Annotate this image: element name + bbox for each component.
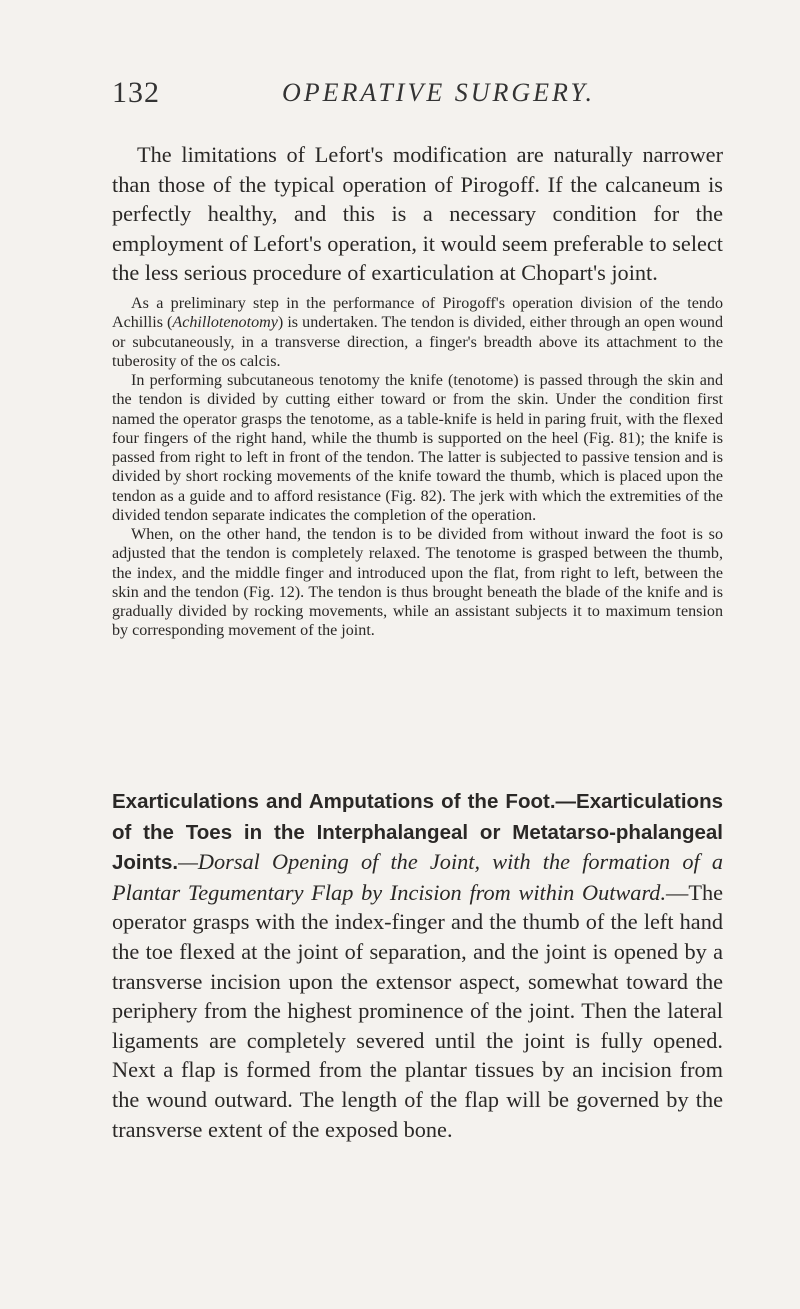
running-title: OPERATIVE SURGERY.: [282, 78, 596, 107]
small-paragraph-text: ) is undertaken. The tendon is divided, either through an open wound or subcutaneously, in a transverse direction, a finger's breadth above its attachment to the tuberosity of the os calcis.: [112, 314, 723, 370]
section-subheading: —Dorsal Opening of the Joint, with the formation of a Plantar Tegumentary Flap by Incision from within Outward.: [112, 849, 723, 905]
small-paragraph-text: As a preliminary step in the performance of Pirogoff's operation division of the tendo Achillis (: [112, 295, 723, 332]
term-achillotenotomy: Achillotenotomy: [172, 314, 278, 332]
section-body: —The operator grasps with the index-finger and the thumb of the left hand the toe flexed at the joint of separation, and the joint is opened by a transverse incision upon the extensor aspect, somewhat toward the periphery from the highest prominence of the joint. Then the lateral ligaments are completely severed until the joint is fully opened. Next a flap is formed from the plantar tissues by an incision from the wound outward. The length of the flap will be governed by the transverse extent of the exposed bone.: [112, 879, 723, 1142]
small-paragraph-inward-division: When, on the other hand, the tendon is to be divided from without inward the foot is so adjusted that the tendon is completely relaxed. The tenotome is grasped between the thumb, the index, and the middle finger and introduced upon the flat, from right to left, between the skin and the tendon (Fig. 12). The tendon is thus brought beneath the blade of the knife and is gradually divided by rocking movements, while an assistant subjects it to maximum tension by corresponding movement of the joint.: [112, 526, 723, 640]
small-print-block: [112, 294, 723, 641]
running-head: [112, 76, 722, 112]
small-paragraph-achillotenotomy: [112, 294, 723, 371]
lead-paragraph: The limitations of Lefort's modification are naturally narrower than those of the typical operation of Pirogoff. If the calcaneum is perfectly healthy, and this is a necessary condition for the employment of Lefort's operation, it would seem preferable to select the less serious procedure of exarticulation at Chopart's joint.: [112, 142, 723, 286]
section-exarticulations: [112, 786, 723, 1144]
section-heading: Exarticulations and Amputations of the Foot.—Exarticulations of the Toes in the Interphalangeal or Metatarso-phalangeal Joints.: [112, 790, 723, 875]
small-paragraph-subcutaneous-tenotomy: In performing subcutaneous tenotomy the knife (tenotome) is passed through the skin and the tendon is divided by cutting either toward or from the skin. Under the condition first named the operator grasps the tenotome, as a table-knife is held in paring fruit, with the flexed four fingers of the right hand, while the thumb is supported on the heel (Fig. 81); the knife is passed from right to left in front of the tendon. The latter is subjected to passive tension and is divided by short rocking movements of the knife toward the thumb, which is placed upon the tendon as a guide and to afford resistance (Fig. 82). The jerk with which the extremities of the divided tendon separate indicates the completion of the operation.: [112, 372, 723, 524]
page-number: 132: [112, 76, 160, 109]
